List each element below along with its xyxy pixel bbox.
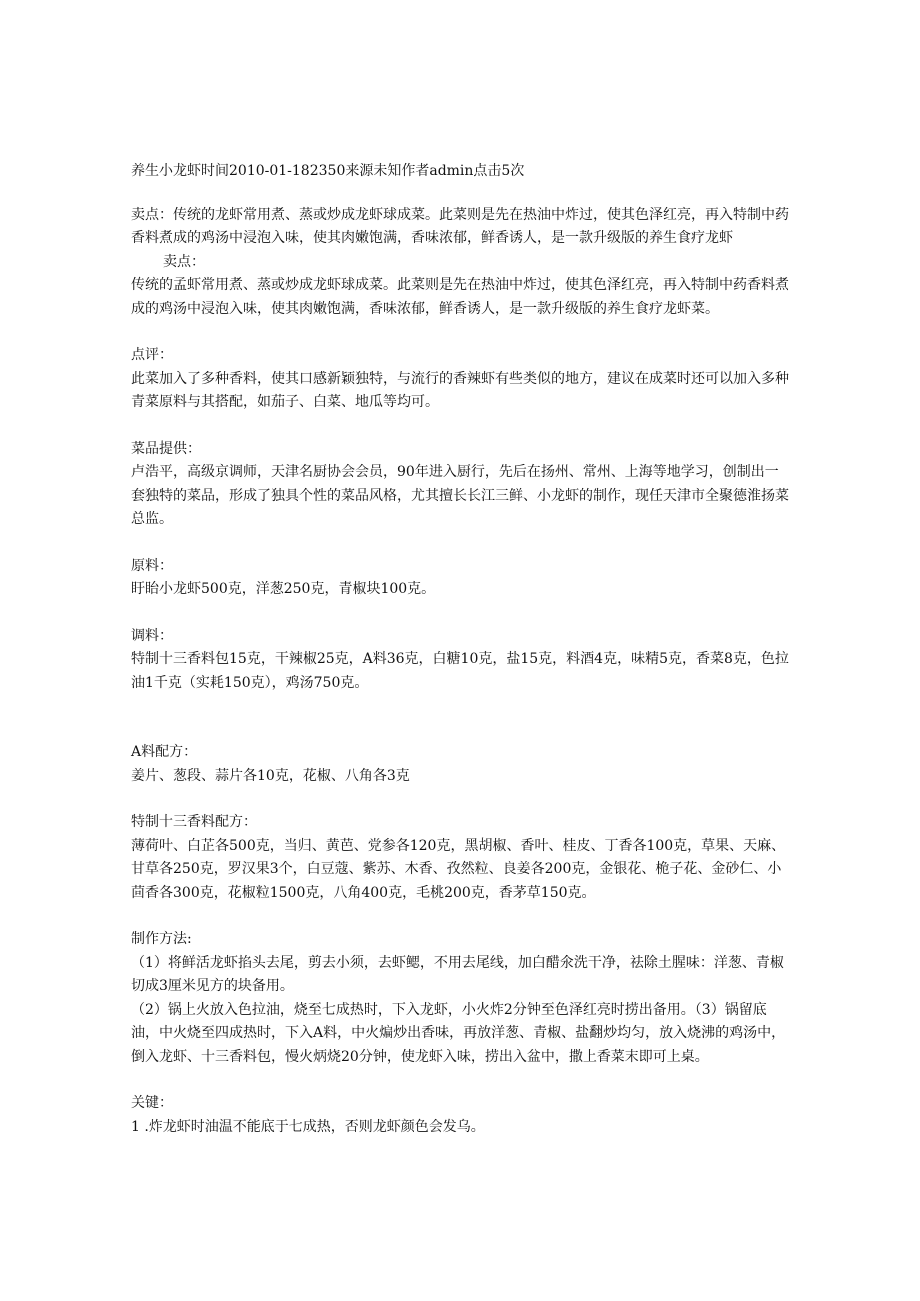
review-heading: 点评： (131, 347, 173, 363)
review-section (131, 344, 791, 415)
formula-13-text: 薄荷叶、白芷各500克，当归、黄芭、党参各120克，黑胡椒、香叶、桂皮、丁香各100克，草果、天麻、甘草各250克，罗汉果3个，白豆蔻、紫苏、木香、孜然粒、良姜各200克，金银花、桅子花、金砂仁、小茴香各300克，花椒粒1500克，八角400克，毛桃200克，香茅草150克。 (131, 837, 786, 901)
formula-a-text: 姜片、葱段、蒜片各10克，花椒、八角各3克 (131, 767, 410, 784)
selling-point-paragraph-2: 传统的孟虾常用煮、蒸或炒成龙虾球成菜。此菜则是先在热油中炸过，使其色泽红亮，再入特制中药香料煮成的鸡汤中浸泡入味，使其肉嫩饱满，香味浓郁，鲜香诱人，是一款升级版的养生食疗龙虾菜。 (131, 277, 789, 317)
formula-13-heading: 特制十三香料配方： (131, 814, 257, 830)
ingredients-heading: 原料： (131, 557, 173, 574)
formula-a-heading: A料配方： (131, 744, 198, 760)
ingredients-section (131, 555, 791, 602)
selling-point-paragraph: 卖点：传统的龙虾常用煮、蒸或炒成龙虾球成菜。此菜则是先在热油中炸过，使其色泽红亮，再入特制中药香料煮成的鸡汤中浸泡入味，使其肉嫩饱满，香味浓郁，鲜香诱人，是一款升级版的养生食疗龙虾 (131, 206, 789, 246)
selling-point-label: 卖点： (163, 253, 205, 270)
article-header: 养生小龙虾时间2010-01-182350来源未知作者admin点击5次 (131, 163, 525, 179)
seasoning-section (131, 625, 791, 696)
review-text: 此菜加入了多种香料，使其口感新颖独特，与流行的香辣虾有些类似的地方，建议在成菜时还可以加入多种青菜原料与其搭配，如茄子、白菜、地瓜等均可。 (131, 370, 789, 410)
key-section (131, 1092, 791, 1139)
provider-text: 卢浩平，高级京调师，天津名厨协会会员，90年进入厨行，先后在扬州、常州、上海等地学习，创制出一套独特的菜品，形成了独具个性的菜品风格，尤其擅长长江三鲜、小龙虾的制作，现任天津市全聚德淮扬菜总监。 (131, 464, 789, 527)
method-section (131, 928, 791, 1069)
provider-heading: 菜品提供： (131, 440, 201, 457)
selling-point-section (131, 204, 791, 322)
seasoning-text: 特制十三香料包15克，干辣椒25克，A料36克，白糖10克，盐15克，料酒4克，味精5克，香菜8克，色拉油1千克（实耗150克），鸡汤750克。 (131, 651, 789, 691)
formula-13-section (131, 811, 791, 905)
formula-a-section (131, 741, 791, 788)
document-body (131, 160, 791, 1139)
key-heading: 关键： (131, 1095, 173, 1111)
provider-section (131, 438, 791, 532)
method-heading: 制作方法: (131, 931, 192, 947)
method-step-1: （1）将鲜活龙虾掐头去尾，剪去小须，去虾鳃，不用去尾线，加白醋氽洗干净，祛除土腥味：洋葱、青椒切成3厘米见方的块备用。 (131, 954, 784, 994)
seasoning-heading: 调料： (131, 627, 173, 644)
method-step-2: （2）锅上火放入色拉油，烧至七成热时，下入龙虾，小火炸2分钟至色泽红亮时捞出备用。（3）锅留底油，中火烧至四成热时，下入A料，中火煸炒出香味，再放洋葱、青椒、盐翻炒均匀，放入烧沸的鸡汤中，倒入龙虾、十三香料包，慢火炳烧20分钟，使龙虾入味，捞出入盆中，撒上香菜末即可上桌。 (131, 1001, 786, 1065)
key-text: 1 .炸龙虾时油温不能底于七成热，否则龙虾颜色会发乌。 (131, 1118, 485, 1135)
ingredients-text: 盱眙小龙虾500克，洋葱250克，青椒块100克。 (131, 581, 436, 597)
